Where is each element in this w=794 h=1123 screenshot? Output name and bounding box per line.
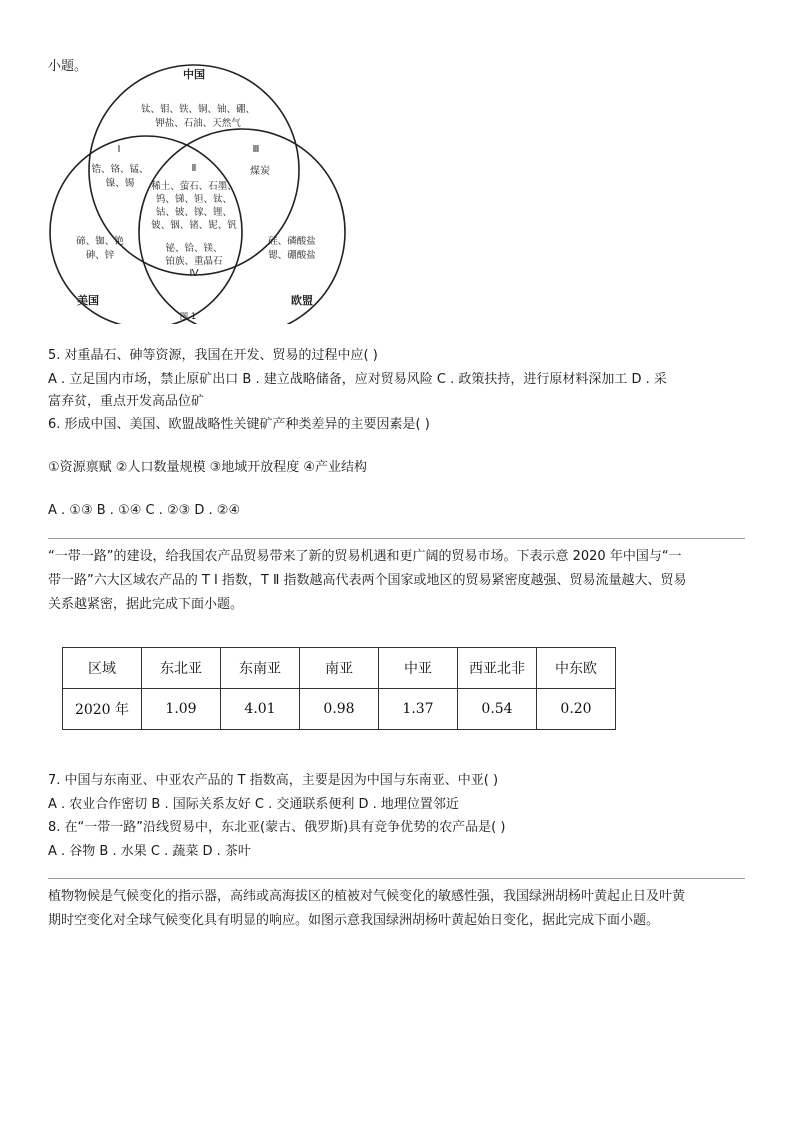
center-line1: 稀土、萤石、石墨、 [151,181,237,192]
passage2-line1: “一带一路”的建设，给我国农产品贸易带来了新的贸易机遇和更广阔的贸易市场。下表示意 2020 年中国与“一 [48,549,682,564]
eu-only-line1: 硅、磷酸盐 [268,236,316,247]
intro-fragment: 小题。 [48,59,88,74]
passage2-line2: 带一路”六大区域农产品的 T Ⅰ 指数，T Ⅱ 指数越高代表两个国家或地区的贸易紧密度越强、贸易流量越大、贸易 [48,573,687,588]
q5-options-line1: A . 立足国内市场，禁止原矿出口 B . 建立战略储备，应对贸易风险 C . 政策扶持，进行原材料深加工 D . 采 [48,372,667,387]
section-divider [48,538,745,539]
q7-options: A . 农业合作密切 B . 国际关系友好 C . 交通联系便利 D . 地理位置邻近 [48,797,459,812]
passage3-line2: 期时空变化对全球气候变化具有明显的响应。如图示意我国绿洲胡杨叶黄起始日变化，据此完成下面小题。 [48,913,660,928]
table-header-cell: 东南亚 [221,648,300,689]
us-only-line1: 碲、铷、铯 [76,236,124,247]
us-eu-line1: 铋、铪、镁、 [165,243,223,254]
table-cell: 0.54 [458,689,537,730]
q6-factors: ①资源禀赋 ②人口数量规模 ③地域开放程度 ④产业结构 [48,460,368,475]
passage2-line3: 关系越紧密，据此完成下面小题。 [48,597,244,612]
q7-stem: 7. 中国与东南亚、中亚农产品的 T 指数高，主要是因为中国与东南亚、中亚( ) [48,773,499,788]
cn-us-line1: 锆、铬、锰、 [91,164,149,175]
passage3-line1: 植物物候是气候变化的指示器，高纬或高海拔区的植被对气候变化的敏感性强，我国绿洲胡杨叶黄起止日及叶黄 [48,889,686,904]
table-header-cell: 南亚 [300,648,379,689]
table-header-cell: 中东欧 [537,648,616,689]
roman-4: Ⅳ [189,268,199,279]
q6-options: A . ①③ B . ①④ C . ②③ D . ②④ [48,503,241,518]
table-header-cell: 西亚北非 [458,648,537,689]
table-cell: 1.37 [379,689,458,730]
cn-us-line2: 镍、锡 [105,178,135,189]
table-cell: 0.98 [300,689,379,730]
table-header-cell: 中亚 [379,648,458,689]
ti-index-table [62,647,616,730]
q8-options: A . 谷物 B . 水果 C . 蔬菜 D . 茶叶 [48,844,251,859]
roman-1: Ⅰ [117,144,121,155]
roman-2: Ⅱ [191,163,197,174]
us-eu-line2: 铂族、重晶石 [165,256,223,267]
center-line4: 铍、铟、锗、铌、钒 [151,220,237,231]
label-eu: 欧盟 [291,294,313,307]
cn-eu-coal: 煤炭 [250,166,270,177]
table-header-cell: 区域 [63,648,142,689]
roman-3: Ⅲ [252,144,260,155]
table-row [63,689,616,730]
us-only-line2: 砷、锌 [85,250,115,261]
label-usa: 美国 [77,294,99,307]
table-cell: 4.01 [221,689,300,730]
eu-only-line2: 锶、硼酸盐 [268,250,316,261]
section-divider [48,878,745,879]
label-china: 中国 [183,68,205,81]
venn-diagram [48,62,358,324]
table-header-row [63,648,616,689]
china-only-line1: 钛、钼、铁、铜、铀、硼、 [140,104,256,115]
center-line2: 钨、锑、钽、钛、 [155,194,233,205]
figure-caption: 图 1 [179,312,197,322]
q8-stem: 8. 在“一带一路”沿线贸易中，东北亚(蒙古、俄罗斯)具有竞争优势的农产品是( ) [48,820,506,835]
table-cell: 0.20 [537,689,616,730]
table-cell: 1.09 [142,689,221,730]
china-only-line2: 钾盐、石油、天然气 [155,118,241,129]
q6-stem: 6. 形成中国、美国、欧盟战略性关键矿产种类差异的主要因素是( ) [48,417,430,432]
table-row-label: 2020 年 [63,689,142,730]
table-header-cell: 东北亚 [142,648,221,689]
q5-stem: 5. 对重晶石、砷等资源，我国在开发、贸易的过程中应( ) [48,348,378,363]
center-line3: 钴、铍、镓、锂、 [155,207,233,218]
q5-options-line2: 富弃贫，重点开发高品位矿 [48,394,205,409]
